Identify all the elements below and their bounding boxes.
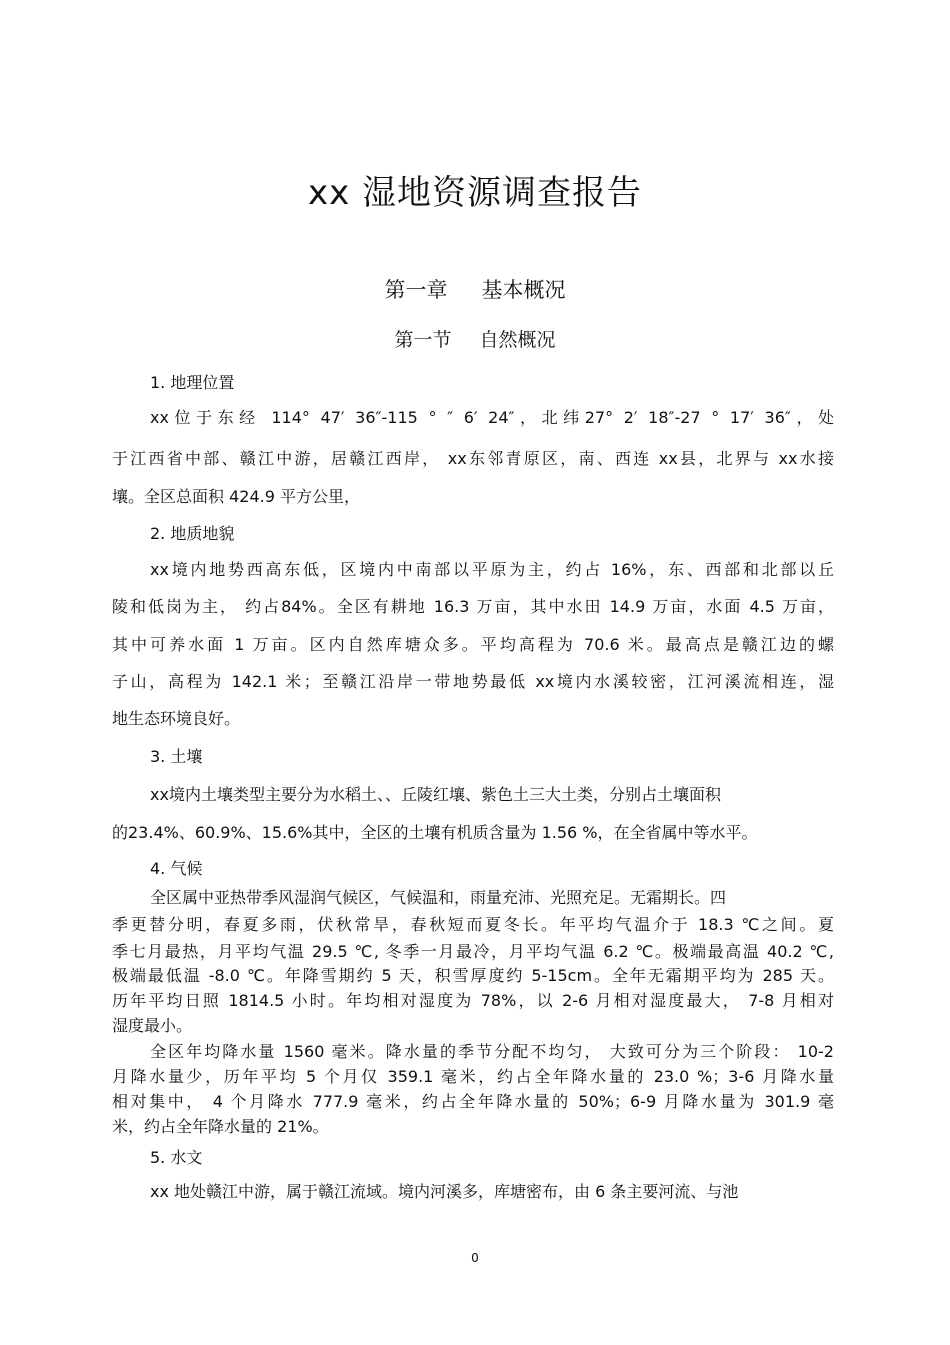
paragraph-line: 极端最低温 -8.0 ℃。年降雪期约 5 天，积雪厚度约 5-15cm。全年无霜期平均为 285 天。 (112, 966, 834, 985)
paragraph-line: 全区年均降水量 1560 毫米。降水量的季节分配不均匀， 大致可分为三个阶段： 10-2 (150, 1042, 834, 1061)
paragraph-line: 米，约占全年降水量的 21%。 (112, 1117, 329, 1136)
paragraph-line: 月降水量少，历年平均 5 个月仅 359.1 毫米，约占全年降水量的 23.0 %；3-6 月降水量 (112, 1067, 834, 1086)
section-number: 第一节 (394, 329, 452, 351)
subsection-heading-hydrology: 5. 水文 (150, 1148, 203, 1167)
paragraph-line: 湿度最小。 (112, 1016, 193, 1035)
paragraph-line: 陵和低岗为主， 约占84%。全区有耕地 16.3 万亩，其中水田 14.9 万亩，水面 4.5 万亩， (112, 597, 834, 616)
paragraph-line: 于江西省中部、赣江中游，居赣江西岸， xx东邻青原区，南、西连 xx县，北界与 xx水接 (112, 449, 834, 468)
paragraph-line: 季七月最热，月平均气温 29.5 ℃, 冬季一月最冷，月平均气温 6.2 ℃。极端最高温 40.2 ℃, (112, 942, 834, 961)
section-name: 自然概况 (479, 329, 556, 351)
paragraph-line: xx 地处赣江中游，属于赣江流域。境内河溪多，库塘密布，由 6 条主要河流、与池 (150, 1182, 739, 1201)
paragraph-line: xx位于东经 114° 47′ 36″-115 ° ″ 6′ 24″，北纬27° 2′ 18″-27 ° 17′ 36″，处 (150, 408, 834, 427)
subsection-heading-location: 1. 地理位置 (150, 373, 235, 392)
chapter-number: 第一章 (384, 278, 448, 302)
page-number: 0 (471, 1251, 479, 1265)
subsection-heading-climate: 4. 气候 (150, 859, 203, 878)
paragraph-line: 地生态环境良好。 (112, 709, 241, 728)
paragraph-line: 全区属中亚热带季风湿润气候区，气候温和，雨量充沛、光照充足。无霜期长。四 (150, 888, 727, 907)
paragraph-line: xx境内土壤类型主要分为水稻土、、丘陵红壤、紫色土三大土类，分别占土壤面积 (150, 785, 721, 804)
section-heading (0, 325, 950, 355)
chapter-heading (0, 274, 950, 306)
paragraph-line: 季更替分明，春夏多雨，伏秋常旱，春秋短而夏冬长。年平均气温介于 18.3 ℃之间。夏 (112, 915, 834, 934)
paragraph-line: 历年平均日照 1814.5 小时。年均相对湿度为 78%，以 2-6 月相对湿度最大， 7-8 月相对 (112, 991, 834, 1010)
paragraph-line: 壤。全区总面积 424.9 平方公里， (112, 487, 360, 506)
paragraph-line: 其中可养水面 1 万亩。区内自然库塘众多。平均高程为 70.6 米。最高点是赣江边的螺 (112, 635, 834, 654)
chapter-name: 基本概况 (481, 278, 566, 302)
paragraph-line: 子山，高程为 142.1 米；至赣江沿岸一带地势最低 xx境内水溪较密，江河溪流相连，湿 (112, 672, 834, 691)
paragraph-line: xx境内地势西高东低，区境内中南部以平原为主，约占 16%，东、西部和北部以丘 (150, 560, 834, 579)
paragraph-line: 相对集中， 4 个月降水 777.9 毫米，约占全年降水量的 50%；6-9 月降水量为 301.9 毫 (112, 1092, 834, 1111)
subsection-heading-geology: 2. 地质地貌 (150, 524, 235, 543)
document-title: xx 湿地资源调查报告 (307, 173, 643, 213)
subsection-heading-soil: 3. 土壤 (150, 747, 203, 766)
paragraph-line: 的23.4%、60.9%、15.6%其中，全区的土壤有机质含量为 1.56 %，在全省属中等水平。 (112, 823, 758, 842)
